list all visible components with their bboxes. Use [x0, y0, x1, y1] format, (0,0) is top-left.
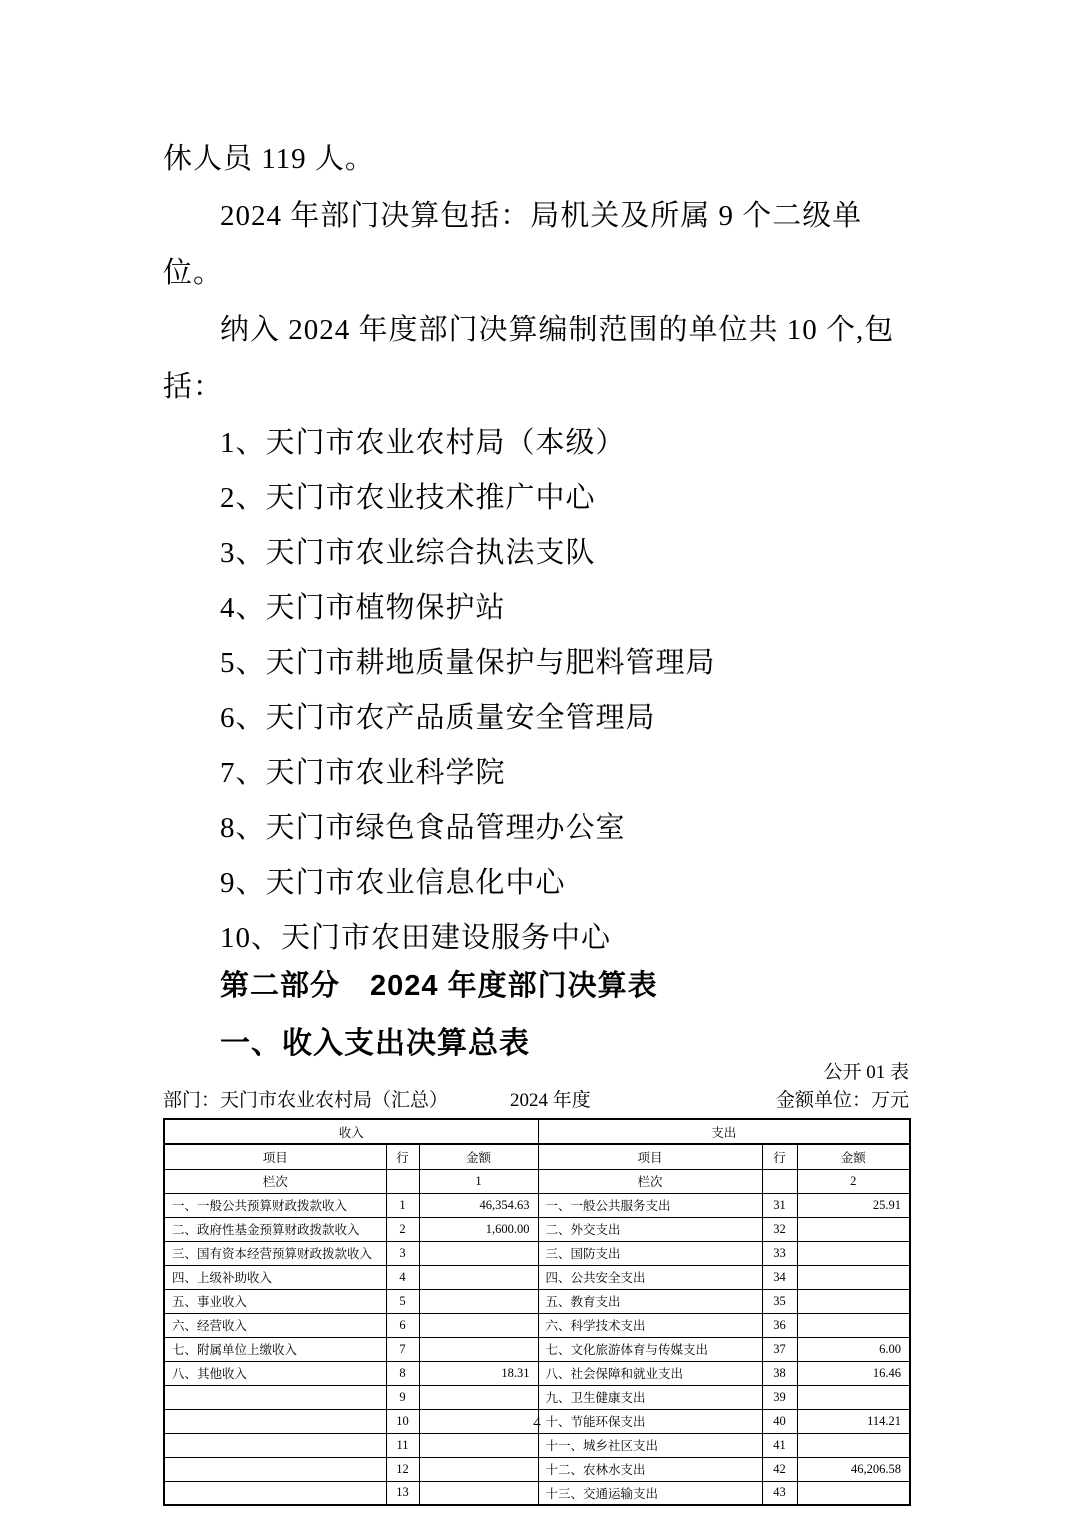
- income-amount-cell: 1,600.00: [419, 1217, 538, 1241]
- income-amount-cell: [419, 1337, 538, 1361]
- unit-list-item: 3、天门市农业综合执法支队: [220, 537, 596, 569]
- income-amount-cell: [419, 1313, 538, 1337]
- table-row: [164, 1313, 910, 1337]
- income-amount-cell: [419, 1241, 538, 1265]
- income-item-cell: 一、一般公共预算财政拨款收入: [164, 1193, 386, 1217]
- expense-amount-cell: [797, 1241, 910, 1265]
- expense-amount-cell: [797, 1385, 910, 1409]
- expense-item-cell: 八、社会保障和就业支出: [538, 1361, 762, 1385]
- table-row: [164, 1289, 910, 1313]
- unit-list-item: 8、天门市绿色食品管理办公室: [220, 812, 626, 844]
- income-group-header: 收入: [164, 1119, 538, 1144]
- table-row: [164, 1217, 910, 1241]
- table-row: [164, 1385, 910, 1409]
- income-amount-cell: [419, 1265, 538, 1289]
- expense-column-index-label: 栏次: [538, 1169, 762, 1193]
- expense-amount-cell: [797, 1313, 910, 1337]
- expense-amount-cell: [797, 1217, 910, 1241]
- page-content: [163, 131, 909, 1506]
- income-amount-cell: [419, 1457, 538, 1481]
- expense-row-cell: 39: [762, 1385, 797, 1409]
- income-row-cell: 10: [386, 1409, 419, 1433]
- unit-list-item: 6、天门市农产品质量安全管理局: [220, 702, 656, 734]
- expense-line-index-blank: [762, 1169, 797, 1193]
- table-row: [164, 1241, 910, 1265]
- expense-row-cell: 42: [762, 1457, 797, 1481]
- income-row-cell: 9: [386, 1385, 419, 1409]
- income-row-cell: 2: [386, 1217, 419, 1241]
- expense-row-cell: 31: [762, 1193, 797, 1217]
- expense-row-cell: 34: [762, 1265, 797, 1289]
- expense-item-cell: 十、节能环保支出: [538, 1409, 762, 1433]
- income-amount-cell: [419, 1289, 538, 1313]
- table-row: [164, 1481, 910, 1505]
- paragraph-continuation: 休人员 119 人。: [163, 143, 375, 175]
- expense-item-cell: 七、文化旅游体育与传媒支出: [538, 1337, 762, 1361]
- income-row-cell: 8: [386, 1361, 419, 1385]
- unit-list-item: 2、天门市农业技术推广中心: [220, 482, 596, 514]
- income-item-cell: 二、政府性基金预算财政拨款收入: [164, 1217, 386, 1241]
- income-amount-cell: 46,354.63: [419, 1193, 538, 1217]
- paragraph-scope: 2024 年部门决算包括：局机关及所属 9 个二级单位。: [163, 200, 863, 289]
- expense-column-index: 2: [797, 1169, 910, 1193]
- expense-amount-cell: 16.46: [797, 1361, 910, 1385]
- expense-row-cell: 38: [762, 1361, 797, 1385]
- income-item-cell: 六、经营收入: [164, 1313, 386, 1337]
- expense-item-cell: 二、外交支出: [538, 1217, 762, 1241]
- meta-department: 部门：天门市农业农村局（汇总）: [163, 1090, 449, 1111]
- expense-amount-cell: [797, 1265, 910, 1289]
- income-amount-cell: [419, 1481, 538, 1505]
- unit-list-item: 10、天门市农田建设服务中心: [220, 922, 612, 954]
- expense-row-cell: 37: [762, 1337, 797, 1361]
- income-row-cell: 12: [386, 1457, 419, 1481]
- summary-table: [163, 1118, 911, 1506]
- expense-amount-cell: 114.21: [797, 1409, 910, 1433]
- income-column-index-label: 栏次: [164, 1169, 386, 1193]
- income-item-cell: [164, 1481, 386, 1505]
- expense-item-cell: 十二、农林水支出: [538, 1457, 762, 1481]
- income-item-cell: [164, 1433, 386, 1457]
- expense-item-cell: 九、卫生健康支出: [538, 1385, 762, 1409]
- expense-item-cell: 十一、城乡社区支出: [538, 1433, 762, 1457]
- table-row: [164, 1193, 910, 1217]
- expense-amount-cell: 46,206.58: [797, 1457, 910, 1481]
- income-column-index: 1: [419, 1169, 538, 1193]
- income-item-cell: 八、其他收入: [164, 1361, 386, 1385]
- income-item-cell: 四、上级补助收入: [164, 1265, 386, 1289]
- table-row: [164, 1361, 910, 1385]
- income-item-cell: 三、国有资本经营预算财政拨款收入: [164, 1241, 386, 1265]
- expense-row-cell: 40: [762, 1409, 797, 1433]
- income-row-cell: 4: [386, 1265, 419, 1289]
- income-row-cell: 1: [386, 1193, 419, 1217]
- income-row-cell: 3: [386, 1241, 419, 1265]
- income-item-cell: [164, 1385, 386, 1409]
- table-column-index-row: [164, 1169, 910, 1193]
- unit-list: [163, 416, 909, 966]
- table-row: [164, 1433, 910, 1457]
- expense-amount-cell: 25.91: [797, 1193, 910, 1217]
- income-amount-cell: 18.31: [419, 1361, 538, 1385]
- meta-year: 2024 年度: [510, 1090, 591, 1111]
- expense-item-cell: 三、国防支出: [538, 1241, 762, 1265]
- income-amount-cell: [419, 1385, 538, 1409]
- paragraph-count: 纳入 2024 年度部门决算编制范围的单位共 10 个,包括：: [163, 314, 895, 403]
- income-row-cell: 7: [386, 1337, 419, 1361]
- expense-item-header: 项目: [538, 1144, 762, 1169]
- income-amount-cell: [419, 1433, 538, 1457]
- summary-table-body: [164, 1193, 910, 1505]
- page-number: 4: [533, 1415, 541, 1431]
- income-line-index-blank: [386, 1169, 419, 1193]
- table-row: [164, 1457, 910, 1481]
- expense-row-cell: 36: [762, 1313, 797, 1337]
- expense-row-cell: 32: [762, 1217, 797, 1241]
- income-line-header: 行: [386, 1144, 419, 1169]
- expense-item-cell: 五、教育支出: [538, 1289, 762, 1313]
- income-item-cell: 七、附属单位上缴收入: [164, 1337, 386, 1361]
- expense-row-cell: 33: [762, 1241, 797, 1265]
- income-row-cell: 5: [386, 1289, 419, 1313]
- table-column-header-row: [164, 1144, 910, 1169]
- expense-group-header: 支出: [538, 1119, 910, 1144]
- income-row-cell: 6: [386, 1313, 419, 1337]
- expense-amount-header: 金额: [797, 1144, 910, 1169]
- part-heading: 第二部分 2024 年度部门决算表: [220, 970, 658, 1002]
- unit-list-item: 7、天门市农业科学院: [220, 757, 506, 789]
- expense-amount-cell: [797, 1481, 910, 1505]
- income-item-header: 项目: [164, 1144, 386, 1169]
- expense-line-header: 行: [762, 1144, 797, 1169]
- table-meta-row: [163, 1087, 909, 1114]
- table-group-header-row: [164, 1119, 910, 1144]
- income-row-cell: 13: [386, 1481, 419, 1505]
- unit-list-item: 9、天门市农业信息化中心: [220, 867, 566, 899]
- income-amount-header: 金额: [419, 1144, 538, 1169]
- expense-amount-cell: 6.00: [797, 1337, 910, 1361]
- expense-row-cell: 35: [762, 1289, 797, 1313]
- expense-row-cell: 41: [762, 1433, 797, 1457]
- expense-row-cell: 43: [762, 1481, 797, 1505]
- unit-list-item: 5、天门市耕地质量保护与肥料管理局: [220, 647, 716, 679]
- income-item-cell: [164, 1457, 386, 1481]
- unit-list-item: 4、天门市植物保护站: [220, 592, 506, 624]
- expense-amount-cell: [797, 1289, 910, 1313]
- table-heading: 一、收入支出决算总表: [220, 1027, 530, 1060]
- expense-amount-cell: [797, 1433, 910, 1457]
- expense-item-cell: 一、一般公共服务支出: [538, 1193, 762, 1217]
- expense-item-cell: 四、公共安全支出: [538, 1265, 762, 1289]
- income-row-cell: 11: [386, 1433, 419, 1457]
- table-row: [164, 1337, 910, 1361]
- expense-item-cell: 十三、交通运输支出: [538, 1481, 762, 1505]
- sheet-number: 公开 01 表: [823, 1062, 909, 1083]
- expense-item-cell: 六、科学技术支出: [538, 1313, 762, 1337]
- income-item-cell: 五、事业收入: [164, 1289, 386, 1313]
- table-row: [164, 1265, 910, 1289]
- unit-list-item: 1、天门市农业农村局（本级）: [220, 427, 626, 459]
- meta-amount-unit: 金额单位：万元: [775, 1090, 909, 1111]
